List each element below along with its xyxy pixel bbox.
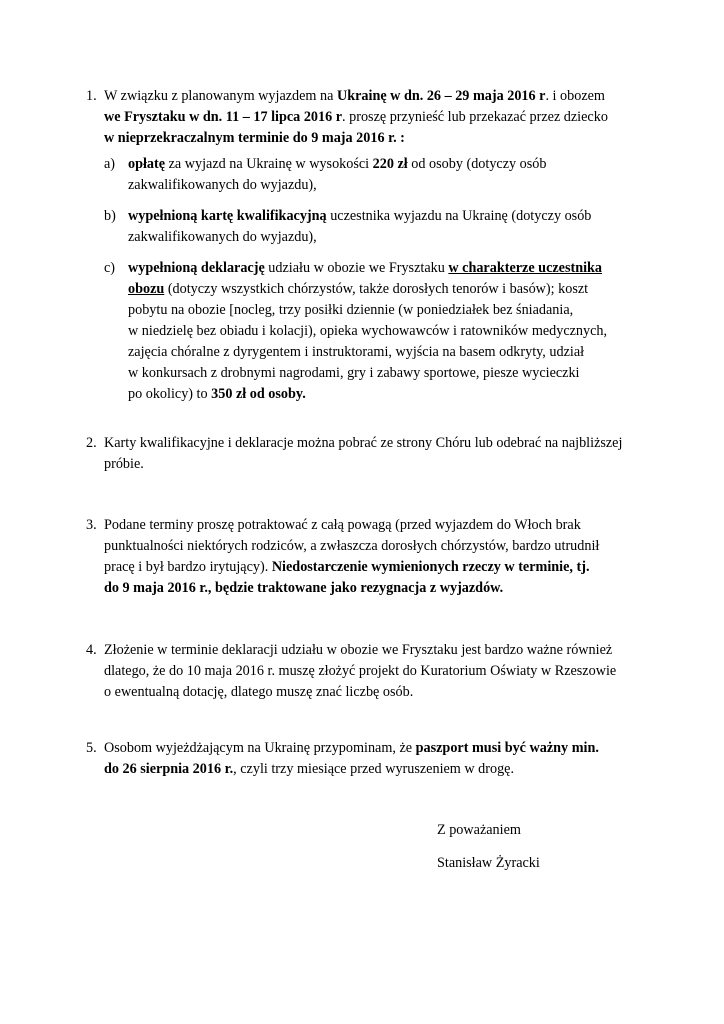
text-run: do 26 sierpnia 2016 r. — [104, 761, 234, 777]
text-run: we Frysztaku w dn. 11 – 17 lipca 2016 r — [104, 109, 343, 125]
text-run: w konkursach z drobnymi nagrodami, gry i zabawy sportowe, piesze wycieczki — [128, 365, 580, 381]
subitem-text — [128, 206, 656, 248]
text-run: zajęcia chóralne z dyrygentem i instruktorami, wyjścia na basem odkryty, udział — [128, 344, 585, 360]
text-line — [104, 759, 656, 780]
text-line — [128, 279, 656, 300]
text-line — [128, 154, 656, 175]
subitem-letter: c) — [104, 260, 116, 276]
text-run: próbie. — [104, 456, 144, 472]
text-run: Niedostarczenie wymienionych rzeczy w terminie, tj. — [271, 559, 590, 575]
text-run: zakwalifikowanych do wyjazdu), — [128, 229, 317, 245]
text-run: w niedzielę bez obiadu i kolacji), opieka wychowawców i ratowników medycznych, — [128, 323, 608, 339]
text-line — [104, 86, 656, 107]
text-line — [104, 128, 656, 149]
text-line — [128, 321, 656, 342]
text-run: 350 zł od osoby. — [211, 386, 306, 402]
closing-greeting: Z poważaniem — [437, 822, 521, 838]
list-item-number: 2. — [86, 435, 97, 451]
text-run: wypełnioną deklarację — [128, 260, 265, 276]
text-line — [104, 107, 656, 128]
text-line — [128, 342, 656, 363]
text-run: o ewentualną dotację, dlatego muszę znać liczbę osób. — [104, 684, 414, 700]
text-line — [104, 661, 656, 682]
subitem-text — [128, 258, 656, 405]
text-line — [128, 206, 656, 227]
list-item-5 — [86, 738, 656, 780]
subitem-a — [104, 154, 656, 196]
subitem-c — [104, 258, 656, 405]
text-run: . i obozem — [545, 88, 605, 104]
list-item-number: 3. — [86, 517, 97, 533]
text-run: pracę i był bardzo irytujący). — [104, 559, 272, 575]
text-run: do 9 maja 2016 r., będzie traktowane jako rezygnacja z wyjazdów. — [104, 580, 504, 596]
list-item-text — [104, 515, 656, 599]
text-run: dlatego, że do 10 maja 2016 r. muszę złożyć projekt do Kuratorium Oświaty w Rzeszowie — [104, 663, 617, 679]
text-run: zakwalifikowanych do wyjazdu), — [128, 177, 317, 193]
subitem-letter: a) — [104, 156, 116, 172]
text-run: w nieprzekraczalnym terminie do 9 maja 2016 r. : — [104, 130, 405, 146]
subitem-letter: b) — [104, 208, 116, 224]
text-run: , czyli trzy miesiące przed wyruszeniem w drogę. — [233, 761, 515, 777]
list-item-4 — [86, 640, 656, 703]
text-run: pobytu na obozie [nocleg, trzy posiłki dziennie (w poniedziałek bez śniadania, — [128, 302, 574, 318]
text-run: od osoby (dotyczy osób — [407, 156, 547, 172]
text-line — [104, 536, 656, 557]
list-item-number: 1. — [86, 88, 97, 104]
text-line — [128, 227, 656, 248]
text-line — [104, 578, 656, 599]
text-run: Karty kwalifikacyjne i deklaracje można pobrać ze strony Chóru lub odebrać na najbliższej — [104, 435, 623, 451]
list-item-number: 5. — [86, 740, 97, 756]
text-run: po okolicy) to — [128, 386, 212, 402]
text-run: obozu — [128, 281, 165, 297]
text-run: udziału w obozie we Frysztaku — [264, 260, 449, 276]
text-line — [128, 384, 656, 405]
text-run: (dotyczy wszystkich chórzystów, także dorosłych tenorów i basów); koszt — [164, 281, 589, 297]
text-run: . proszę przynieść lub przekazać przez dziecko — [342, 109, 608, 125]
text-line — [128, 300, 656, 321]
text-run: Ukrainę w dn. 26 – 29 maja 2016 r — [336, 88, 546, 104]
text-line — [128, 363, 656, 384]
list-item-1 — [86, 86, 656, 149]
text-run: 220 zł — [372, 156, 408, 172]
text-run: w charakterze uczestnika — [448, 260, 603, 276]
text-run: opłatę — [128, 156, 166, 172]
text-run: wypełnioną kartę kwalifikacyjną — [128, 208, 327, 224]
text-run: Podane terminy proszę potraktować z całą powagą (przed wyjazdem do Włoch brak — [104, 517, 581, 533]
text-line — [104, 738, 656, 759]
text-line — [104, 682, 656, 703]
list-item-3 — [86, 515, 656, 599]
text-line — [104, 557, 656, 578]
text-line — [104, 640, 656, 661]
text-run: Osobom wyjeżdżającym na Ukrainę przypominam, że — [104, 740, 416, 756]
list-item-text — [104, 738, 656, 780]
list-item-text — [104, 433, 656, 475]
text-run: uczestnika wyjazdu na Ukrainę (dotyczy osób — [326, 208, 592, 224]
list-item-text — [104, 640, 656, 703]
signature: Stanisław Żyracki — [437, 855, 540, 871]
list-item-text — [104, 86, 656, 149]
list-item-2 — [86, 433, 656, 475]
text-line — [128, 258, 656, 279]
text-run: paszport musi być ważny min. — [415, 740, 599, 756]
text-run: punktualności niektórych rodziców, a zwłaszcza dorosłych chórzystów, bardzo utrudnił — [104, 538, 600, 554]
subitem-text — [128, 154, 656, 196]
text-line — [104, 454, 656, 475]
list-item-number: 4. — [86, 642, 97, 658]
text-run: W związku z planowanym wyjazdem na — [104, 88, 337, 104]
text-run: Złożenie w terminie deklaracji udziału w obozie we Frysztaku jest bardzo ważne również — [104, 642, 613, 658]
text-line — [128, 175, 656, 196]
text-line — [104, 515, 656, 536]
text-line — [104, 433, 656, 454]
text-run: za wyjazd na Ukrainę w wysokości — [165, 156, 373, 172]
subitem-b — [104, 206, 656, 248]
